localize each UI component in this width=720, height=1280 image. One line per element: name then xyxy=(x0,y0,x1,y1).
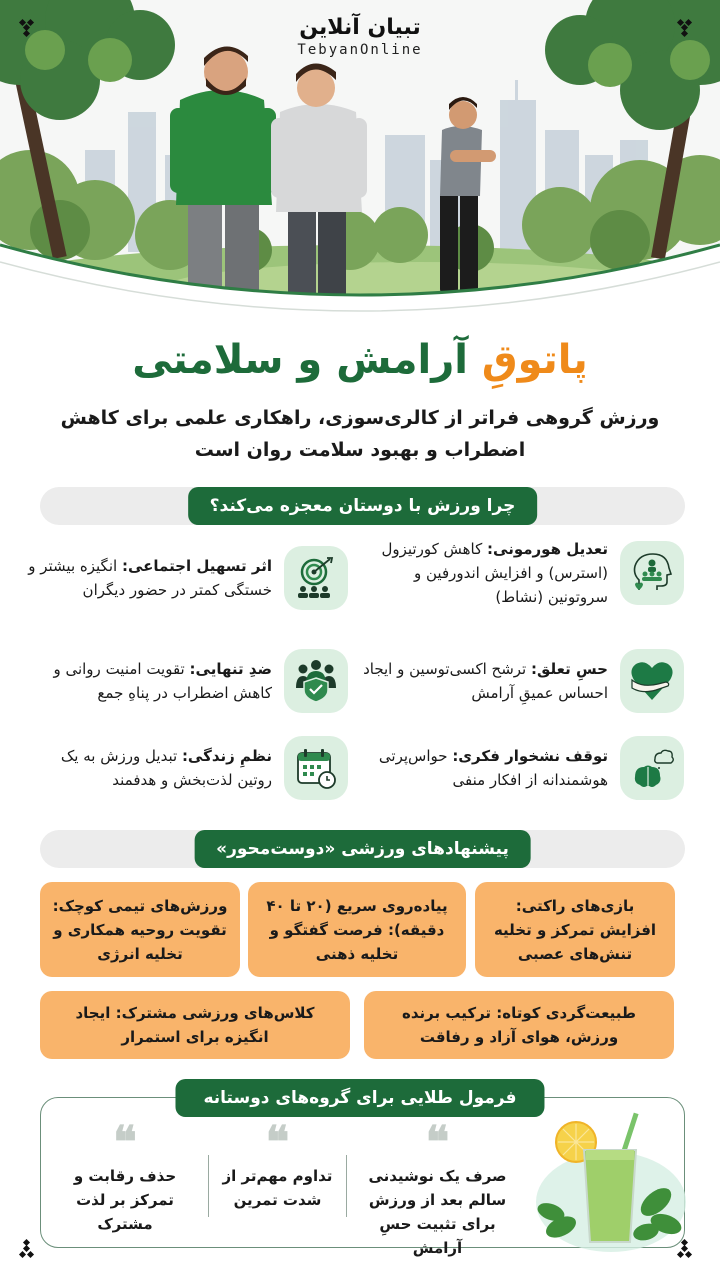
benefit-item xyxy=(23,542,348,614)
title-highlight: پاتوقِ xyxy=(481,337,588,383)
benefit-label: ضدِ تنهایی: xyxy=(189,660,272,678)
title-main: آرامش و سلامتی xyxy=(132,337,468,383)
suggestion-card xyxy=(364,991,674,1059)
benefit-text xyxy=(359,657,608,705)
suggestion-card xyxy=(40,991,350,1059)
tip-divider xyxy=(208,1155,209,1217)
card-label: بازی‌های راکتی: xyxy=(515,896,635,915)
group-shield-icon xyxy=(284,649,348,713)
head-community-icon xyxy=(620,541,684,605)
benefit-description: تبدیل ورزش به یک روتین لذت‌بخش و هدفمند xyxy=(60,747,272,789)
logo-english: TebyanOnline xyxy=(297,42,423,58)
tebyan-logo[interactable] xyxy=(0,14,720,58)
target-group-icon xyxy=(284,546,348,610)
quote-mark-icon: ❝ xyxy=(113,1117,137,1168)
benefit-label: حسِ تعلق: xyxy=(531,660,608,678)
card-label: کلاس‌های ورزشی مشترک: xyxy=(115,1004,315,1022)
card-description: فرصت گفتگو و تخلیه ذهنی xyxy=(269,920,399,963)
logo-persian: تبیان آنلاین xyxy=(299,15,421,40)
page-subtitle: ورزش گروهی فراتر از کالری‌سوزی، راهکاری علمی برای کاهش اضطراب و بهبود سلامت روان است xyxy=(60,407,660,461)
calendar-clock-icon xyxy=(284,736,348,800)
card-description: تقویت روحیه همکاری و تخلیه انرژی xyxy=(53,920,227,963)
benefit-item xyxy=(359,645,684,717)
card-description: افزایش تمرکز و تخلیه تنش‌های عصبی xyxy=(493,920,657,963)
benefit-label: توقف نشخوار فکری: xyxy=(452,747,608,765)
benefit-text xyxy=(23,554,272,602)
tip-item xyxy=(355,1117,520,1260)
section-heading-formula: فرمول طلایی برای گروه‌های دوستانه xyxy=(175,1079,544,1117)
benefit-item xyxy=(359,537,684,609)
tip-text: صرف یک نوشیدنی سالم بعد از ورزش برای تثبیت حسِ آرامش xyxy=(368,1167,507,1257)
card-description: ترکیب برنده ورزش، هوای آزاد و رفاقت xyxy=(402,1004,619,1046)
benefit-label: نظمِ زندگی: xyxy=(181,747,272,765)
hero-illustration xyxy=(0,0,720,315)
benefit-description: حواس‌پرتی هوشمندانه از افکار منفی xyxy=(378,747,608,789)
section-heading-suggestions: پیشنهادهای ورزشی «دوست‌محور» xyxy=(194,830,531,868)
benefit-text xyxy=(23,744,272,792)
quote-mark-icon: ❝ xyxy=(425,1117,450,1168)
benefit-text xyxy=(359,537,608,609)
benefit-label: تعدیل هورمونی: xyxy=(487,540,608,558)
corner-ornament-icon xyxy=(678,20,698,40)
card-description: ایجاد انگیزه برای استمرار xyxy=(75,1004,269,1046)
benefit-item xyxy=(23,732,348,804)
smoothie-illustration xyxy=(516,1112,688,1252)
heart-hug-icon xyxy=(620,649,684,713)
corner-ornament-icon xyxy=(678,1240,698,1260)
benefit-description: انگیزه بیشتر و خستگی کمتر در حضور دیگران xyxy=(28,557,272,599)
page-title xyxy=(0,332,720,388)
suggestion-card xyxy=(248,882,466,977)
brain-cloud-icon xyxy=(620,736,684,800)
benefit-label: اثر تسهیل اجتماعی: xyxy=(121,557,272,575)
benefit-description: کاهش کورتیزول (استرس) و افزایش اندورفین و سروتونین (نشاط) xyxy=(381,540,608,606)
card-label: طبیعت‌گردی کوتاه: xyxy=(496,1004,636,1022)
corner-ornament-icon xyxy=(20,20,40,40)
section-header-why xyxy=(40,487,685,525)
benefit-description: ترشح اکسی‌توسین و ایجاد احساس عمیقِ آرامش xyxy=(363,660,608,702)
suggestion-card xyxy=(40,882,240,977)
benefit-description: تقویت امنیت روانی و کاهش اضطراب در پناهِ جمع xyxy=(53,660,272,702)
benefit-item xyxy=(23,645,348,717)
quote-mark-icon: ❝ xyxy=(265,1117,290,1168)
benefit-text xyxy=(359,744,608,792)
benefit-text xyxy=(23,657,272,705)
card-label: پیاده‌روی سریع (۲۰ تا ۴۰ دقیقه): xyxy=(266,896,448,939)
tip-text: حذف رقابت و تمرکز بر لذت مشترک xyxy=(73,1167,177,1233)
tip-text: تداوم مهم‌تر از شدت تمرین xyxy=(222,1167,333,1209)
section-heading-why: چرا ورزش با دوستان معجزه می‌کند؟ xyxy=(188,487,538,525)
tip-item xyxy=(50,1117,200,1236)
card-label: ورزش‌های تیمی کوچک: xyxy=(52,896,228,915)
tip-item xyxy=(215,1117,340,1212)
tip-divider xyxy=(346,1155,347,1217)
corner-ornament-icon xyxy=(20,1240,40,1260)
benefit-item xyxy=(359,732,684,804)
suggestion-card xyxy=(475,882,675,977)
section-header-suggestions xyxy=(40,830,685,868)
